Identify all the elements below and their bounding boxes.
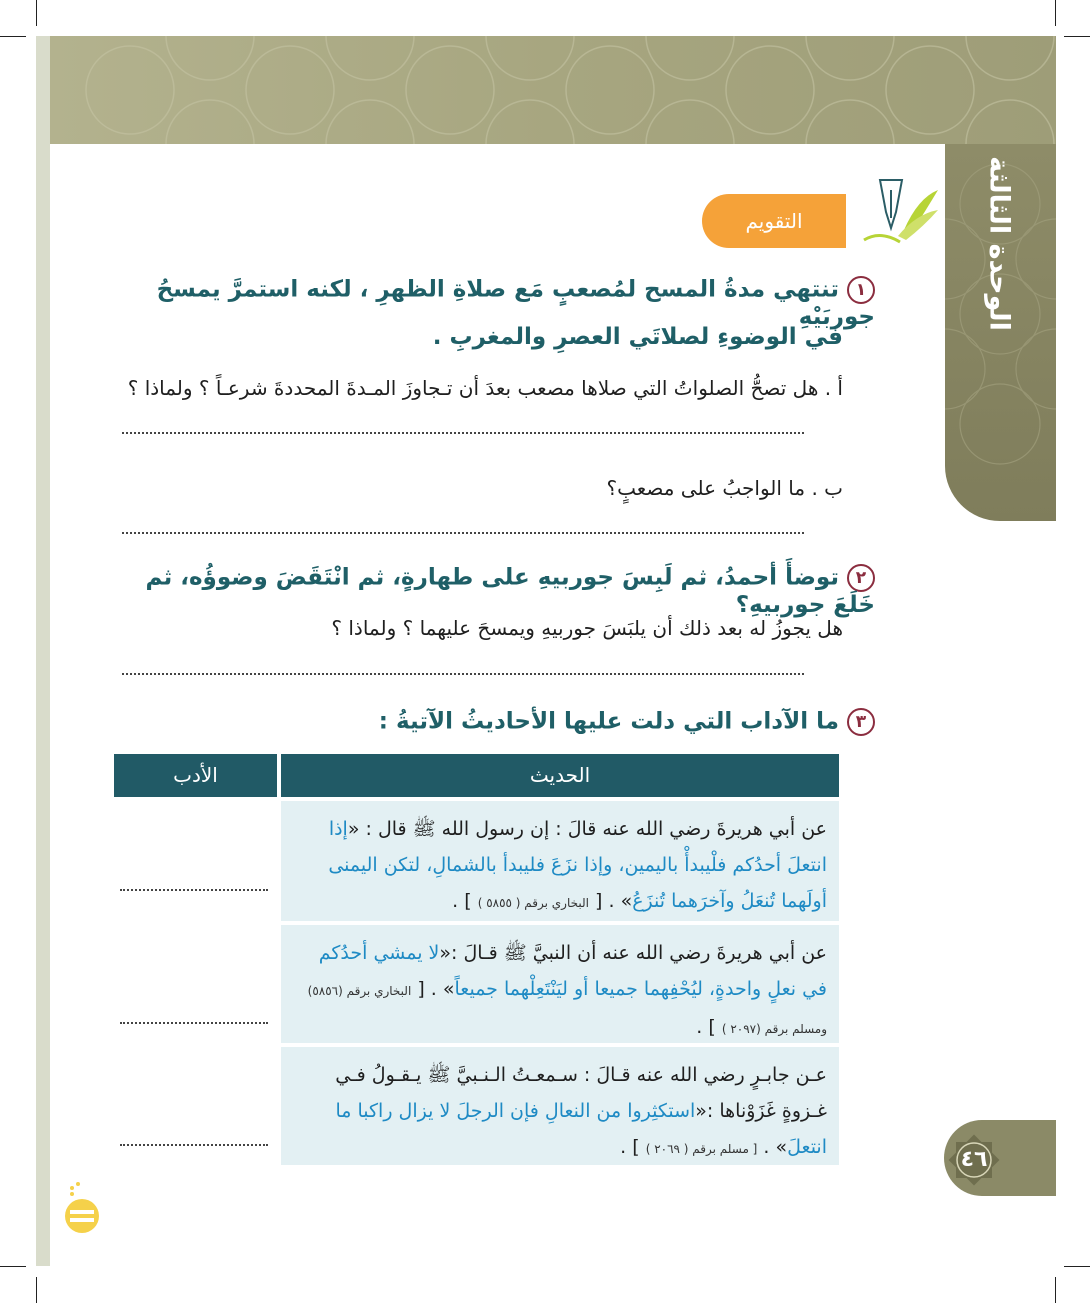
crop-mark bbox=[36, 1277, 37, 1303]
hadith-quote: لا يمشي أحدُكم في نعلٍ واحدةٍ، ليُحْفِهما جميعا أو ليَنْتَعِلْهما جميعاً bbox=[318, 942, 827, 1000]
answer-line[interactable] bbox=[122, 673, 804, 675]
hadith-end: ] . bbox=[452, 890, 472, 912]
hadith-reference: البخاري برقم ( ٥٨٥٥ ) bbox=[477, 896, 589, 910]
hadith-intro: عن أبي هريرةَ رضي الله عنه أن النبيَّ ﷺ قـالَ :« bbox=[439, 942, 827, 964]
table-row bbox=[281, 925, 839, 1043]
answer-line[interactable] bbox=[122, 432, 804, 434]
section-badge: التقويم bbox=[702, 194, 846, 248]
table-header-hadith: الحديث bbox=[281, 754, 839, 797]
crop-mark bbox=[0, 36, 26, 37]
page-number: ٤٦ bbox=[960, 1147, 988, 1172]
left-margin-bar bbox=[36, 36, 50, 1266]
q2-text: توضأَ أحمدُ، ثم لَبِسَ جوربيهِ على طهارةٍ، ثم انْتَقَضَ وضوؤُه، ثم خَلَعَ جوربيهِ؟ bbox=[145, 564, 875, 618]
q2-number: ٢ bbox=[847, 564, 875, 592]
crop-mark bbox=[1055, 0, 1056, 26]
crop-mark bbox=[36, 0, 37, 26]
crop-mark bbox=[0, 1266, 26, 1267]
header-pattern-band bbox=[50, 36, 1056, 144]
q1-line2: في الوضوءِ لصلاتَي العصرِ والمغربِ . bbox=[432, 324, 843, 350]
crop-mark bbox=[1064, 36, 1090, 37]
hadith-intro: عن أبي هريرةَ رضي الله عنه قالَ : إن رسول الله ﷺ قال : « bbox=[347, 818, 827, 840]
hadith-intro: عـن جابـرٍ رضي الله عنه قـالَ : سـمعـتُ الـنـبيَّ ﷺ يـقـولُ فـي غـزوةٍ غَزَوْناها :« bbox=[335, 1064, 827, 1122]
crop-mark bbox=[1055, 1277, 1056, 1303]
answer-line[interactable] bbox=[122, 532, 804, 534]
adab-answer-line[interactable] bbox=[120, 889, 268, 891]
table-row bbox=[281, 1047, 839, 1165]
adab-answer-line[interactable] bbox=[120, 1144, 268, 1146]
hadith-quote: إذا انتعلَ أحدُكم فلْيبدأْ باليمين، وإذا نزَعَ فليبدأ بالشمالِ، لتكن اليمنى أولَهما تُنعَلُ وآخرَهما تُنزَعُ bbox=[328, 818, 827, 912]
table-row bbox=[281, 801, 839, 921]
q1-line1 bbox=[150, 276, 875, 330]
hadith-reference: البخاري برقم (٥٨٥٦) ومسلم برقم (٢٠٩٧ ) bbox=[307, 984, 827, 1036]
hadith-quote: استكثِروا من النعالِ فإن الرجلَ لا يزال راكبا ما انتعلَ bbox=[335, 1100, 827, 1158]
hadith-close: » . [ bbox=[417, 978, 455, 1000]
hadith-end: ] . bbox=[696, 1016, 716, 1038]
q1-part-b: ب . ما الواجبُ على مصعبٍ؟ bbox=[606, 476, 843, 500]
pen-book-icon bbox=[840, 170, 940, 250]
hadith-close: » . bbox=[763, 1136, 788, 1158]
crop-mark bbox=[1064, 1266, 1090, 1267]
q2-line2: هل يجوزُ له بعد ذلك أن يلبَسَ جوربيهِ ويمسحَ عليهما ؟ ولماذا ؟ bbox=[331, 616, 843, 640]
adab-answer-line[interactable] bbox=[120, 1022, 268, 1024]
table-header-adab: الأدب bbox=[114, 754, 277, 797]
q1-number: ١ bbox=[847, 276, 875, 304]
q2-line1 bbox=[110, 564, 875, 618]
arabesque-pattern-icon bbox=[50, 36, 1056, 144]
q3-title bbox=[300, 708, 875, 736]
hadith-end: ] . bbox=[620, 1136, 640, 1158]
q3-text: ما الآداب التي دلت عليها الأحاديثُ الآتيةُ : bbox=[378, 708, 839, 735]
publisher-logo-icon bbox=[60, 1180, 104, 1236]
q3-number: ٣ bbox=[847, 708, 875, 736]
unit-title-text: الوحدة الثالثة bbox=[983, 156, 1015, 331]
q1-part-a: أ . هل تصحُّ الصلواتُ التي صلاها مصعب بعدَ أن تـجاوزَ المـدةَ المحددةَ شرعـاً ؟ ولماذا ؟ bbox=[127, 376, 843, 400]
q1-text: تنتهي مدةُ المسح لمُصعبٍ مَع صلاةِ الظهرِ ، لكنه استمرَّ يمسحُ جوربَيْهِ bbox=[156, 276, 875, 330]
hadith-reference: [ مسلم برقم ( ٢٠٦٩ ) bbox=[645, 1142, 758, 1156]
hadith-close: » . [ bbox=[595, 890, 633, 912]
